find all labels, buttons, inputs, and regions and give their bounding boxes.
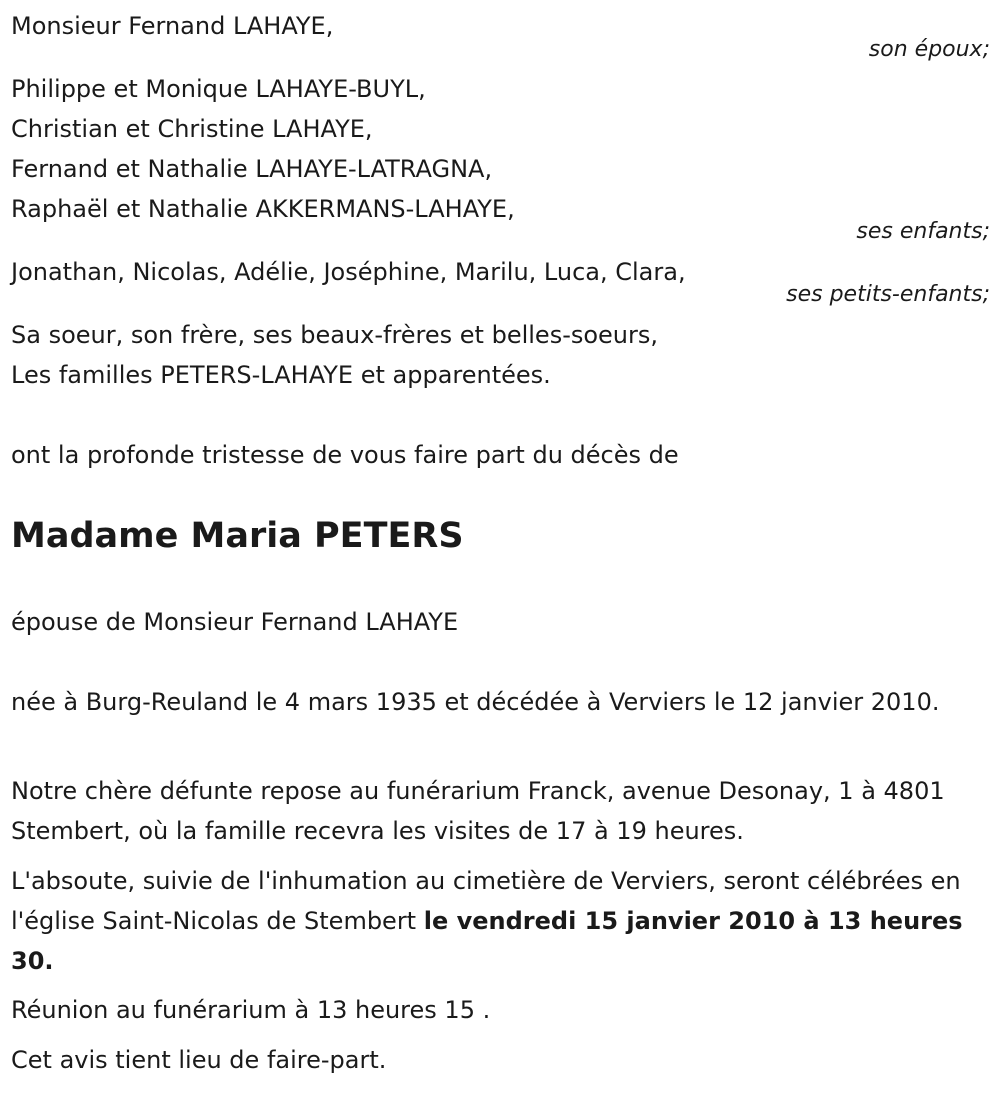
spouse-of-line: épouse de Monsieur Fernand LAHAYE bbox=[11, 608, 459, 636]
others-line-1: Sa soeur, son frère, ses beaux-frères et belles-soeurs, bbox=[11, 321, 659, 349]
grandchildren-role: ses petits-enfants; bbox=[786, 282, 990, 307]
repose-paragraph: Notre chère défunte repose au funérarium Franck, avenue Desonay, 1 à 4801 Stembert, où la famille recevra les visites de 17 à 19 heures. bbox=[11, 777, 945, 845]
birth-death-paragraph: née à Burg-Reuland le 4 mars 1935 et décédée à Verviers le 12 janvier 2010. bbox=[11, 688, 940, 716]
child-line-3: Fernand et Nathalie LAHAYE-LATRAGNA, bbox=[11, 155, 493, 183]
deceased-name: Madame Maria PETERS bbox=[11, 516, 464, 556]
reunion-line: Réunion au funérarium à 13 heures 15 . bbox=[11, 996, 491, 1024]
notice-line: Cet avis tient lieu de faire-part. bbox=[11, 1046, 387, 1074]
child-line-2: Christian et Christine LAHAYE, bbox=[11, 115, 373, 143]
ceremony-text: L'absoute, suivie de l'inhumation au cimetière de Verviers, seront célébrées en l'église Saint-Nicolas de Stembert bbox=[11, 867, 961, 935]
others-line-2: Les familles PETERS-LAHAYE et apparentées. bbox=[11, 361, 551, 389]
spouse-line: Monsieur Fernand LAHAYE, bbox=[11, 12, 334, 40]
ceremony-date: le vendredi 15 janvier 2010 à 13 heures 30. bbox=[11, 907, 963, 975]
child-line-1: Philippe et Monique LAHAYE-BUYL, bbox=[11, 75, 426, 103]
grandchildren-line: Jonathan, Nicolas, Adélie, Joséphine, Marilu, Luca, Clara, bbox=[11, 258, 686, 286]
child-line-4: Raphaël et Nathalie AKKERMANS-LAHAYE, bbox=[11, 195, 515, 223]
spouse-role: son époux; bbox=[868, 37, 990, 62]
ceremony-paragraph bbox=[11, 861, 986, 981]
children-role: ses enfants; bbox=[856, 219, 990, 244]
announcement-line: ont la profonde tristesse de vous faire part du décès de bbox=[11, 441, 679, 469]
